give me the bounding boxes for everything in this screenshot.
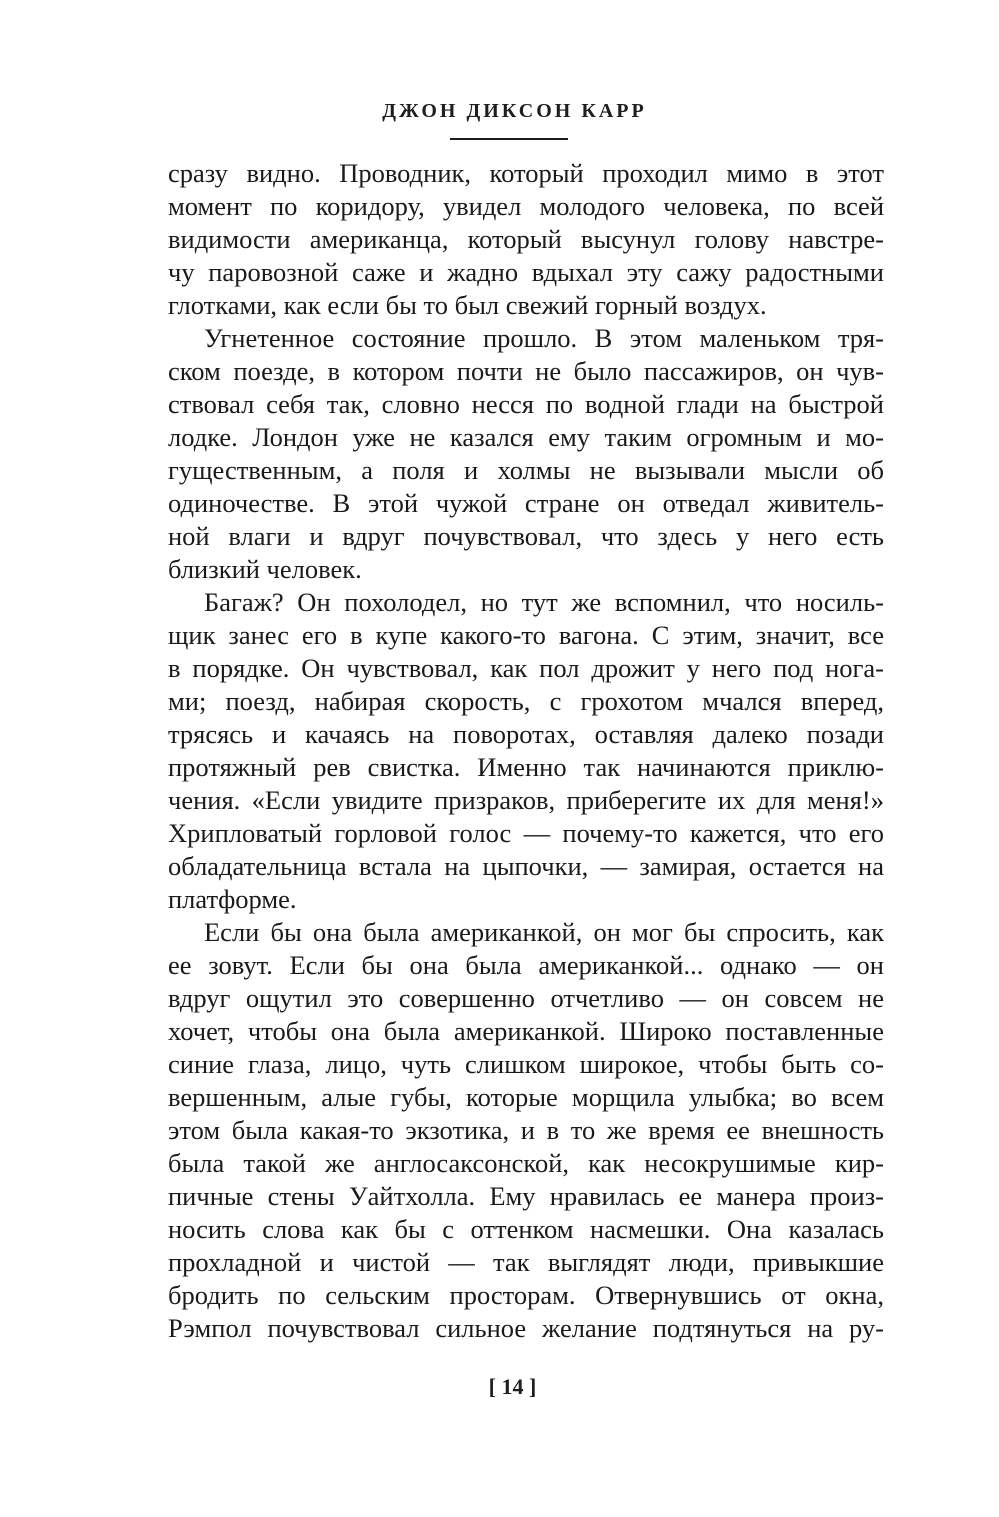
text-line: сразу видно. Проводник, который проходил мимо в этот: [168, 158, 884, 188]
text-line: близкий человек.: [168, 554, 362, 584]
body-text: [168, 157, 884, 1345]
text-line: видимости американца, который высунул голову навстре-: [168, 224, 884, 254]
text-line: бродить по сельским просторам. Отвернувшись от окна,: [168, 1280, 884, 1310]
text-line: ми; поезд, набирая скорость, с грохотом мчался вперед,: [168, 686, 884, 716]
text-line: носить слова как бы с оттенком насмешки. Она казалась: [168, 1214, 884, 1244]
text-line: ной влаги и вдруг почувствовал, что здесь у него есть: [168, 521, 884, 551]
text-line: в порядке. Он чувствовал, как пол дрожит у него под нога-: [168, 653, 884, 683]
text-line: хочет, чтобы она была американкой. Широко поставленные: [168, 1016, 884, 1046]
running-header: [0, 100, 999, 123]
text-line: чения. «Если увидите призраков, приберегите их для меня!»: [168, 785, 884, 815]
text-line: протяжный рев свистка. Именно так начинаются приклю-: [168, 752, 884, 782]
running-title: ДЖОН ДИКСОН КАРР: [382, 100, 647, 122]
text-line: ском поезде, в котором почти не было пассажиров, он чув-: [168, 356, 884, 386]
text-line: Если бы она была американкой, он мог бы спросить, как: [204, 917, 884, 947]
text-line: платформе.: [168, 884, 297, 914]
text-line: пичные стены Уайтхолла. Ему нравилась ее манера произ-: [168, 1181, 884, 1211]
text-line: ствовал себя так, словно несся по водной глади на быстрой: [168, 389, 884, 419]
text-line: прохладной и чистой — так выглядят люди, привыкшие: [168, 1247, 884, 1277]
header-rule: [450, 138, 568, 140]
text-line: одиночестве. В этой чужой стране он отведал живитель-: [168, 488, 884, 518]
text-line: глотками, как если бы то был свежий горный воздух.: [168, 290, 767, 320]
text-line: момент по коридору, увидел молодого человека, по всей: [168, 191, 884, 221]
text-line: чу паровозной саже и жадно вдыхал эту сажу радостными: [168, 257, 884, 287]
text-line: синие глаза, лицо, чуть слишком широкое, чтобы быть со-: [168, 1049, 884, 1079]
text-line: лодке. Лондон уже не казался ему таким огромным и мо-: [168, 422, 884, 452]
text-line: этом была какая-то экзотика, и в то же время ее внешность: [168, 1115, 884, 1145]
page-number: [ 14 ]: [488, 1374, 537, 1399]
text-line: Хрипловатый горловой голос — почему-то кажется, что его: [168, 818, 884, 848]
text-line: вдруг ощутил это совершенно отчетливо — он совсем не: [168, 983, 884, 1013]
text-line: была такой же англосаксонской, как несокрушимые кир-: [168, 1148, 884, 1178]
text-line: Рэмпол почувствовал сильное желание подтянуться на ру-: [168, 1313, 884, 1343]
text-line: вершенным, алые губы, которые морщила улыбка; во всем: [168, 1082, 884, 1112]
text-line: трясясь и качаясь на поворотах, оставляя далеко позади: [168, 719, 884, 749]
text-line: гущественным, а поля и холмы не вызывали мысли об: [168, 455, 884, 485]
text-line: ее зовут. Если бы она была американкой... однако — он: [168, 950, 884, 980]
text-line: щик занес его в купе какого-то вагона. С этим, значит, все: [168, 620, 884, 650]
text-line: Угнетенное состояние прошло. В этом маленьком тря-: [204, 323, 884, 353]
text-line: Багаж? Он похолодел, но тут же вспомнил, что носиль-: [204, 587, 884, 617]
text-line: обладательница встала на цыпочки, — замирая, остается на: [168, 851, 884, 881]
